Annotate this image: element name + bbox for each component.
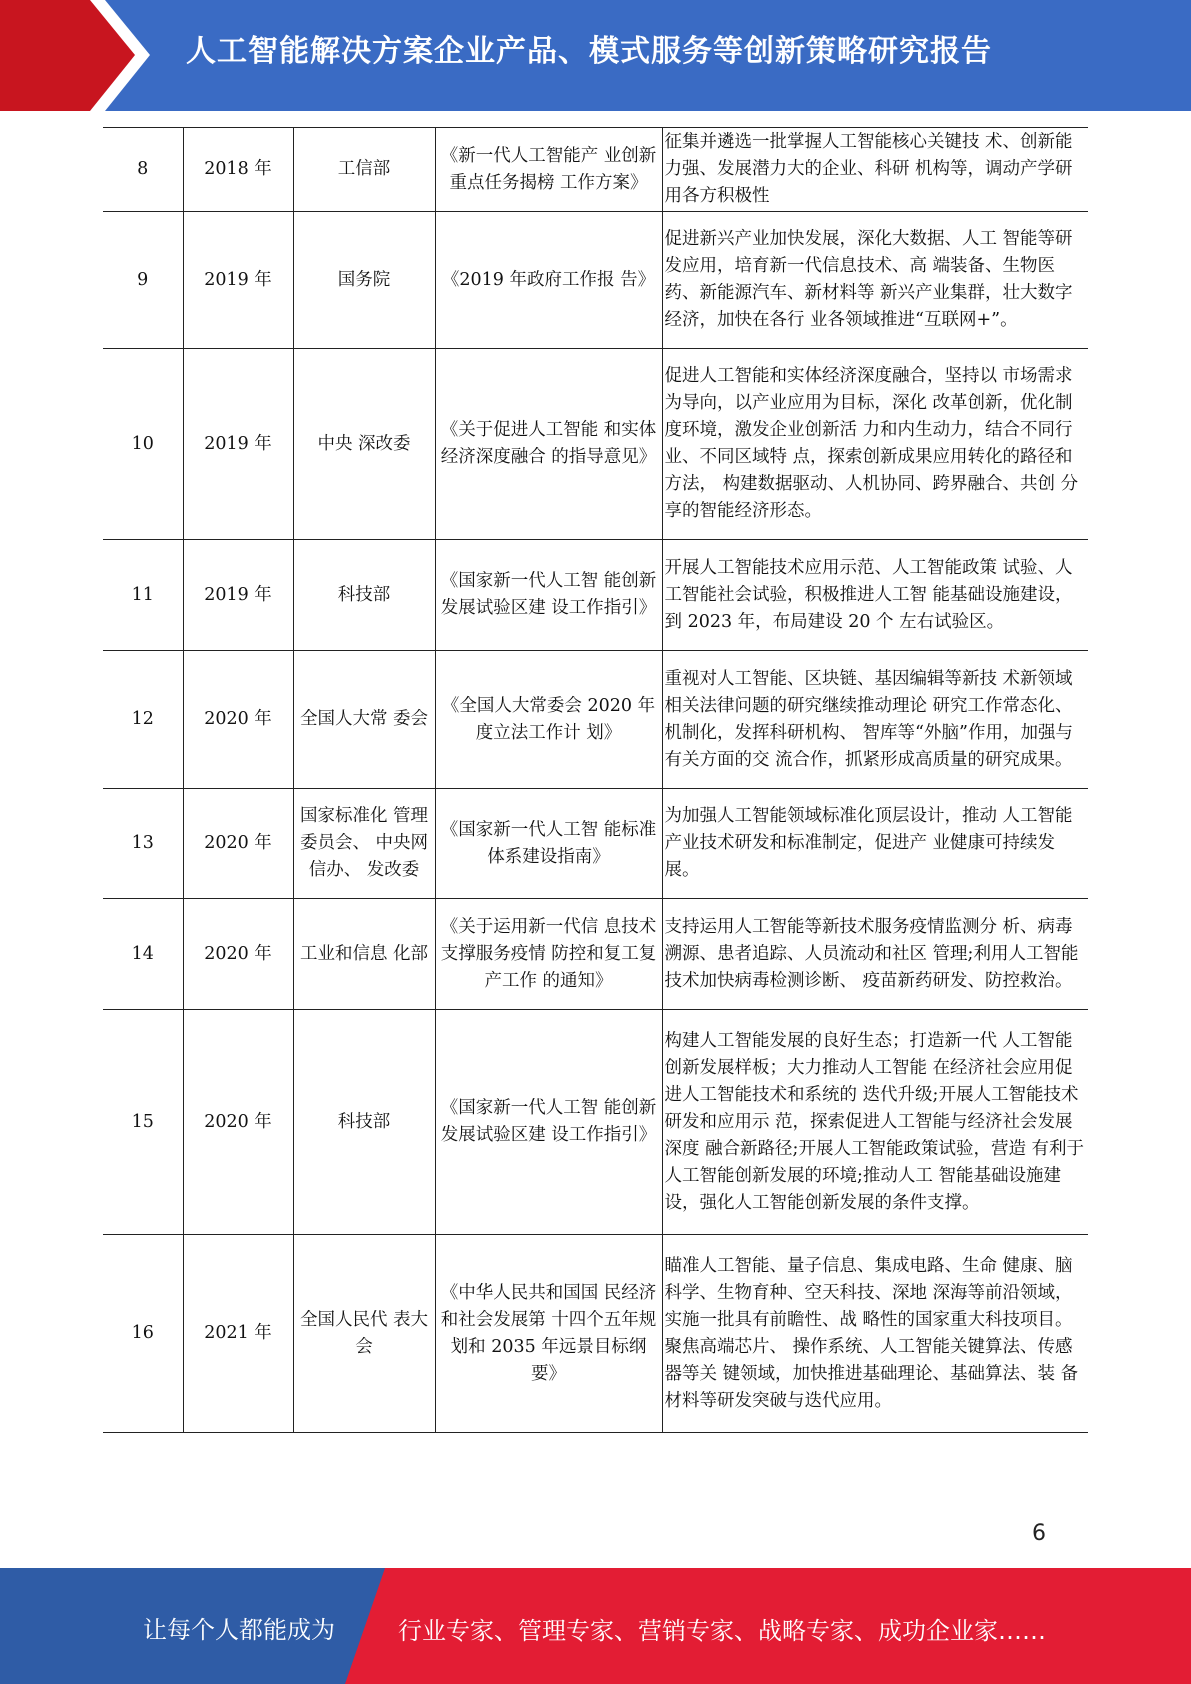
row-number: 13 (103, 789, 183, 899)
row-year: 2019 年 (183, 349, 293, 540)
page-footer (0, 1568, 1191, 1684)
row-document: 《关于运用新一代信 息技术支撑服务疫情 防控和复工复产工作 的通知》 (435, 899, 662, 1010)
footer-roles: 行业专家、管理专家、营销专家、战略专家、成功企业家…… (398, 1617, 1046, 1645)
row-content: 促进新兴产业加快发展，深化大数据、人工 智能等研发应用，培育新一代信息技术、高 端装备、生物医药、新能源汽车、新材料等 新兴产业集群，壮大数字经济，加快在各行 业各领域推进“互联网+”。 (662, 212, 1088, 349)
table-row (103, 540, 1088, 651)
row-year: 2018 年 (183, 128, 293, 212)
page-number: 6 (1032, 1521, 1046, 1546)
row-number: 15 (103, 1010, 183, 1235)
row-year: 2020 年 (183, 789, 293, 899)
row-content: 重视对人工智能、区块链、基因编辑等新技 术新领域相关法律问题的研究继续推动理论 研究工作常态化、机制化，发挥科研机构、 智库等“外脑”作用，加强与有关方面的交 流合作，抓紧形成高质量的研究成果。 (662, 651, 1088, 789)
row-year: 2020 年 (183, 651, 293, 789)
row-number: 8 (103, 128, 183, 212)
row-content: 为加强人工智能领域标准化顶层设计，推动 人工智能产业技术研发和标准制定，促进产 业健康可持续发展。 (662, 789, 1088, 899)
row-document: 《全国人大常委会 2020 年度立法工作计 划》 (435, 651, 662, 789)
row-department: 国务院 (293, 212, 435, 349)
row-number: 10 (103, 349, 183, 540)
row-document: 《国家新一代人工智 能标准体系建设指南》 (435, 789, 662, 899)
row-department: 科技部 (293, 540, 435, 651)
table-row (103, 212, 1088, 349)
table-row (103, 789, 1088, 899)
table-row (103, 128, 1088, 212)
row-document: 《2019 年政府工作报 告》 (435, 212, 662, 349)
row-document: 《国家新一代人工智 能创新发展试验区建 设工作指引》 (435, 540, 662, 651)
row-number: 14 (103, 899, 183, 1010)
row-year: 2020 年 (183, 1010, 293, 1235)
table-row (103, 349, 1088, 540)
row-document: 《关于促进人工智能 和实体经济深度融合 的指导意见》 (435, 349, 662, 540)
page-header (0, 0, 1191, 111)
row-year: 2019 年 (183, 212, 293, 349)
row-number: 9 (103, 212, 183, 349)
row-document: 《中华人民共和国国 民经济和社会发展第 十四个五年规划和 2035 年远景目标纲要》 (435, 1235, 662, 1433)
row-content: 促进人工智能和实体经济深度融合，坚持以 市场需求为导向，以产业应用为目标，深化 改革创新，优化制度环境，激发企业创新活 力和内生动力，结合不同行业、不同区域特 点，探索创新成果应用转化的路径和方法， 构建数据驱动、人机协同、跨界融合、共创 分享的智能经济形态。 (662, 349, 1088, 540)
row-content: 支持运用人工智能等新技术服务疫情监测分 析、病毒溯源、患者追踪、人员流动和社区 管理;利用人工智能技术加快病毒检测诊断、 疫苗新药研发、防控救治。 (662, 899, 1088, 1010)
row-department: 科技部 (293, 1010, 435, 1235)
row-year: 2019 年 (183, 540, 293, 651)
table-row (103, 651, 1088, 789)
row-number: 16 (103, 1235, 183, 1433)
row-year: 2021 年 (183, 1235, 293, 1433)
table-row (103, 899, 1088, 1010)
row-department: 国家标准化 管理委员会、 中央网信办、 发改委 (293, 789, 435, 899)
row-document: 《新一代人工智能产 业创新重点任务揭榜 工作方案》 (435, 128, 662, 212)
row-department: 全国人大常 委会 (293, 651, 435, 789)
row-department: 工业和信息 化部 (293, 899, 435, 1010)
row-content: 征集并遴选一批掌握人工智能核心关键技 术、创新能力强、发展潜力大的企业、科研 机构等，调动产学研用各方积极性 (662, 128, 1088, 212)
row-year: 2020 年 (183, 899, 293, 1010)
row-document: 《国家新一代人工智 能创新发展试验区建 设工作指引》 (435, 1010, 662, 1235)
footer-slogan: 让每个人都能成为 (143, 1616, 335, 1644)
table-row (103, 1235, 1088, 1433)
row-content: 开展人工智能技术应用示范、人工智能政策 试验、人工智能社会试验，积极推进人工智 能基础设施建设，到 2023 年，布局建设 20 个 左右试验区。 (662, 540, 1088, 651)
table-row (103, 1010, 1088, 1235)
row-department: 中央 深改委 (293, 349, 435, 540)
row-department: 工信部 (293, 128, 435, 212)
row-number: 11 (103, 540, 183, 651)
report-title: 人工智能解决方案企业产品、模式服务等创新策略研究报告 (186, 34, 992, 69)
row-content: 瞄准人工智能、量子信息、集成电路、生命 健康、脑科学、生物育种、空天科技、深地 深海等前沿领域，实施一批具有前瞻性、战 略性的国家重大科技项目。聚焦高端芯片、 操作系统、人工智能关键算法、传感器等关 键领域，加快推进基础理论、基础算法、装 备材料等研发突破与迭代应用。 (662, 1235, 1088, 1433)
row-content: 构建人工智能发展的良好生态；打造新一代 人工智能创新发展样板；大力推动人工智能 在经济社会应用促进人工智能技术和系统的 迭代升级;开展人工智能技术研发和应用示 范，探索促进人工智能与经济社会发展深度 融合新路径;开展人工智能政策试验，营造 有利于人工智能创新发展的环境;推动人工 智能基础设施建设，强化人工智能创新发展的条件支撑。 (662, 1010, 1088, 1235)
row-number: 12 (103, 651, 183, 789)
row-department: 全国人民代 表大会 (293, 1235, 435, 1433)
policy-table (103, 127, 1088, 1433)
